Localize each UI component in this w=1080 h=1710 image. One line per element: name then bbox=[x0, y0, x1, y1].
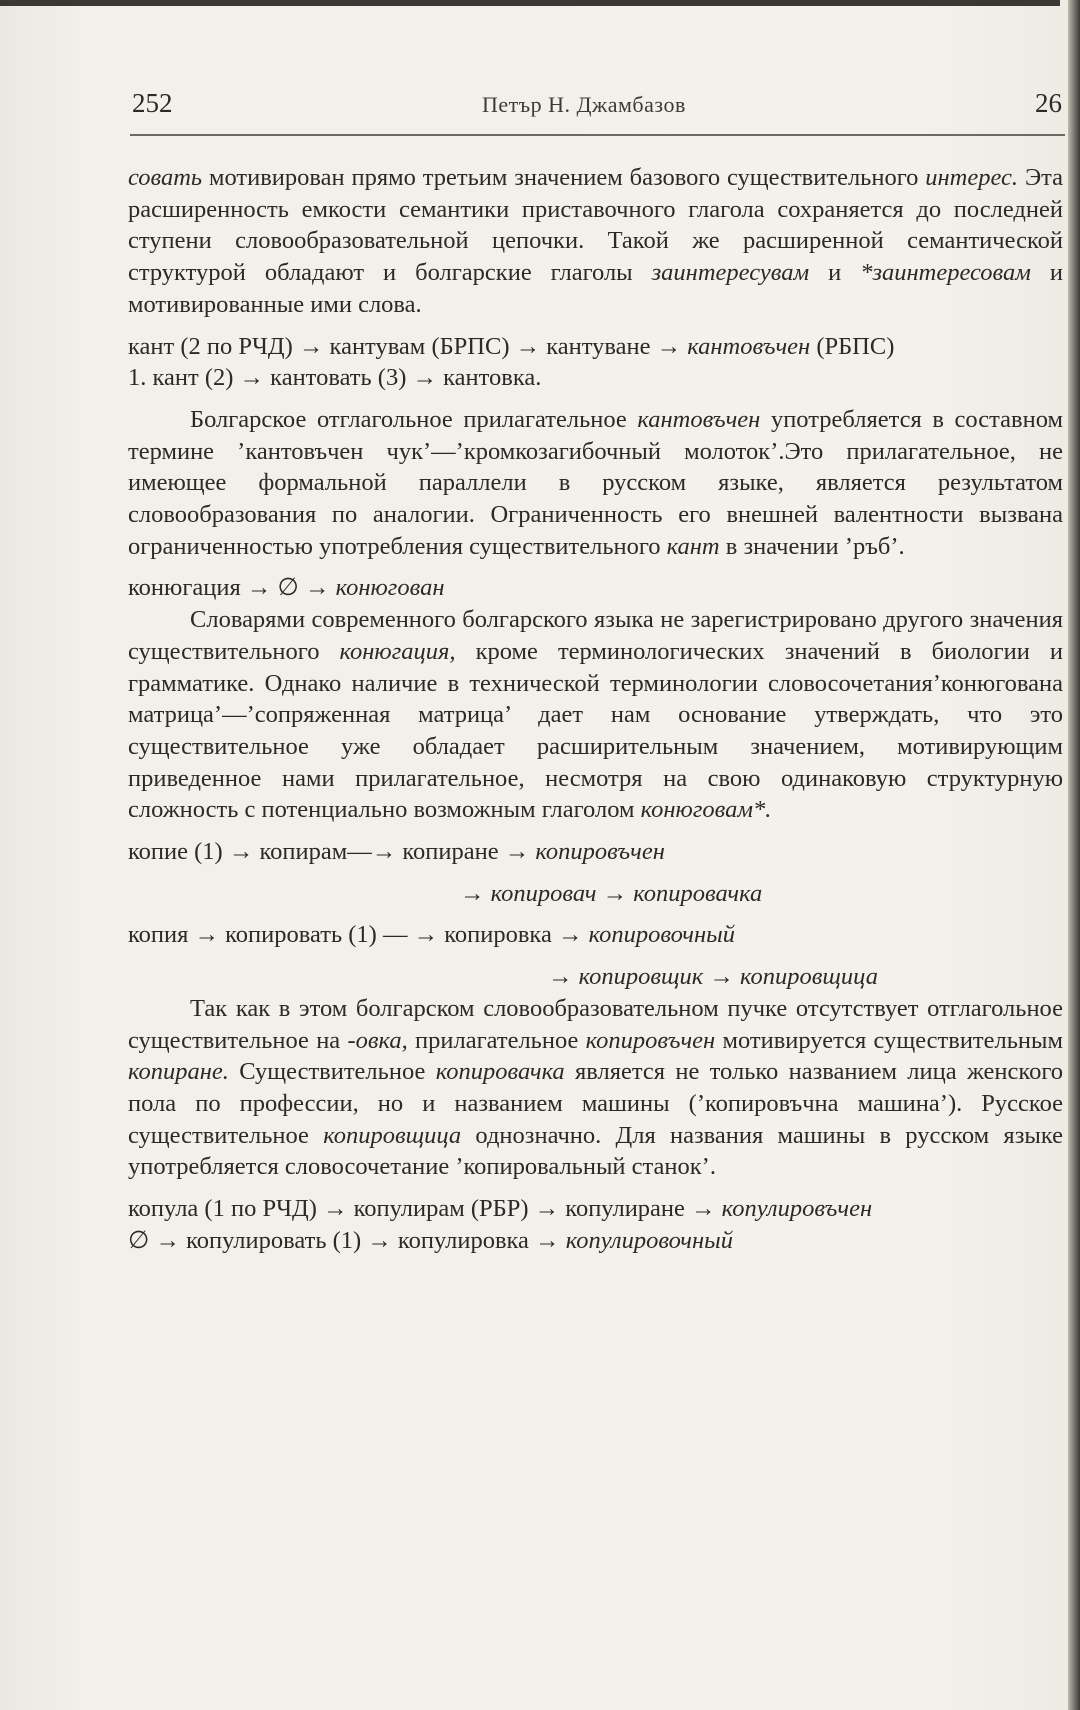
italic-term: копировщица bbox=[740, 963, 878, 991]
text-run: Так как в этом болгарском словообразовательном пучке отсутствует отглагольное существительное на bbox=[128, 994, 1063, 1054]
text-run: и мотивированные ими слова. bbox=[128, 259, 1063, 318]
derivation-chain bbox=[128, 919, 1063, 951]
text-run: 1. кант (2) → кантовать (3) → кантовка. bbox=[128, 364, 542, 392]
italic-term: -овка, bbox=[347, 1026, 408, 1054]
text-run: копие (1) → копирам—→ копиране → bbox=[128, 838, 536, 866]
text-run: кант (2 по РЧД) → кантувам (БРПС) → кантуване → bbox=[128, 332, 688, 360]
text-run: однозначно. Для названия машины в русском языке употребляется словосочетание ’копировальный станок’. bbox=[128, 1121, 1063, 1181]
italic-term: копировщица bbox=[323, 1121, 462, 1149]
text-run: → bbox=[548, 963, 579, 991]
text-run: прилагательное bbox=[407, 1026, 586, 1054]
derivation-chain bbox=[128, 362, 1063, 394]
text-run: Существительное bbox=[228, 1058, 436, 1086]
text-run: Эта расширенность емкости семантики приставочного глагола сохраняется до последней ступени словообразовательной цепочки. Такой же расширенной семантической структурой обладают и болгарские глаголы bbox=[128, 164, 1063, 287]
italic-term: кантовъчен bbox=[637, 405, 761, 433]
text-run: → bbox=[703, 963, 740, 991]
text-run: → bbox=[460, 879, 491, 907]
paragraph bbox=[128, 993, 1063, 1183]
text-run: копия → копировать (1) — → копировка → bbox=[128, 921, 589, 949]
italic-term: копировачка bbox=[633, 879, 763, 907]
italic-term: копиране. bbox=[128, 1058, 229, 1086]
header-rule bbox=[130, 134, 1065, 136]
italic-term: заинтересувам bbox=[651, 259, 810, 287]
page-top-edge bbox=[0, 0, 1060, 6]
text-run: мотивирован прямо третьим значением базового существительного bbox=[202, 164, 926, 191]
text-run: кроме терминологических значений в биологии и грамматике. Однако наличие в технической терминологии словосочетания’конюгована матрица’—’сопряженная матрица’ дает нам основание утверждать, что это существительное уже обладает расширительным значением, мотивирующим приведенное нами прилагательное, несмотря на свою одинаковую структурную сложность с потенциально возможным глаголом bbox=[128, 637, 1063, 824]
text-run: употребляется в составном термине ’кантовъчен чук’—’кромкозагибочный молоток’.Это прилагательное, не имеющее формальной параллели в русском языке, является результатом словообразования по аналогии. Ограниченность его внешней валентности вызвана ограниченностью употребления существительного bbox=[128, 405, 1063, 560]
italic-term: конюгация, bbox=[339, 637, 456, 665]
italic-term: копировочный bbox=[588, 921, 735, 949]
next-page-number-fragment: 26 bbox=[1035, 88, 1062, 118]
paragraph bbox=[128, 404, 1063, 563]
italic-term: конюговам*. bbox=[640, 796, 772, 824]
italic-term: интерес. bbox=[925, 164, 1019, 191]
derivation-chain bbox=[128, 572, 1063, 604]
text-run: мотивируется существительным bbox=[715, 1026, 1063, 1054]
italic-term: копировщик bbox=[578, 963, 704, 991]
italic-term: кантовъчен bbox=[687, 332, 811, 360]
derivation-chain-branch bbox=[128, 961, 1063, 993]
running-head bbox=[132, 88, 1062, 124]
page-number: 252 bbox=[132, 88, 173, 118]
italic-term: копулировъчен bbox=[721, 1195, 873, 1223]
italic-term: копировъчен bbox=[585, 1026, 716, 1054]
italic-term: *заинтересовам bbox=[860, 259, 1031, 287]
body-text bbox=[128, 162, 1063, 1257]
page-binding-edge bbox=[1068, 0, 1080, 1710]
text-run: (РБПС) bbox=[810, 332, 895, 360]
derivation-chain bbox=[128, 1193, 1063, 1225]
text-run: в значении ’ръб’. bbox=[719, 532, 905, 560]
italic-term: копировачка bbox=[435, 1058, 565, 1086]
derivation-chain-branch bbox=[128, 878, 1063, 910]
text-run: → bbox=[596, 879, 634, 907]
italic-term: кант bbox=[666, 532, 720, 560]
text-run: конюгация → ∅ → bbox=[128, 574, 336, 602]
running-title: Петър Н. Джамбазов bbox=[482, 92, 686, 117]
derivation-chain bbox=[128, 836, 1063, 868]
paragraph bbox=[128, 162, 1063, 321]
derivation-chain bbox=[128, 1225, 1063, 1257]
text-run: копула (1 по РЧД) → копулирам (РБР) → копулиране → bbox=[128, 1195, 722, 1223]
italic-term: копировач bbox=[490, 879, 597, 907]
italic-term: копулировочный bbox=[565, 1226, 733, 1254]
italic-term: конюгован bbox=[335, 574, 445, 602]
italic-term: совать bbox=[128, 164, 203, 191]
text-run: ∅ → копулировать (1) → копулировка → bbox=[128, 1226, 566, 1254]
text-run: Болгарское отглагольное прилагательное bbox=[190, 405, 638, 433]
italic-term: копировъчен bbox=[535, 838, 665, 866]
paragraph bbox=[128, 604, 1063, 826]
text-run: и bbox=[809, 259, 861, 287]
derivation-chain bbox=[128, 331, 1063, 363]
text-run: Словарями современного болгарского языка не зарегистрировано другого значения существительного bbox=[128, 606, 1063, 665]
text-run: является не только названием лица женского пола по профессии, но и названием машины (’копировъчна машина’). Русское существительное bbox=[128, 1058, 1064, 1149]
